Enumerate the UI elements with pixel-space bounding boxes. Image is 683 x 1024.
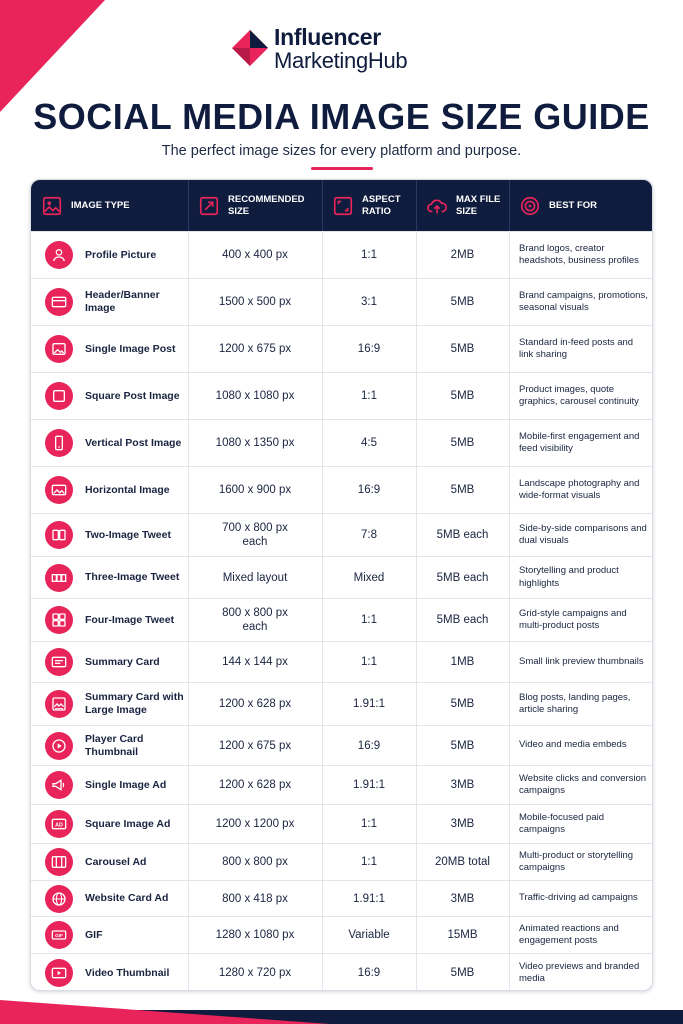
best-for-cell-text: Storytelling and product highlights	[519, 565, 619, 589]
recommended-size-cell-text: 400 x 400 px	[222, 249, 288, 261]
best-for-cell	[509, 766, 653, 804]
header-divider	[188, 180, 189, 231]
table-row	[31, 804, 653, 843]
recommended-size-cell	[188, 599, 322, 641]
max-file-size-cell-text: 2MB	[450, 249, 475, 261]
aspect-ratio-cell-text: 3:1	[361, 296, 377, 308]
aspect-ratio-cell-text: 1:1	[361, 390, 377, 402]
svg-text:GIF: GIF	[55, 933, 63, 939]
max-file-size-cell-text: 5MB	[450, 390, 475, 402]
recommended-size-cell	[188, 683, 322, 725]
max-file-size-cell-text: 5MB	[450, 484, 475, 496]
logo-mark-icon	[230, 28, 270, 68]
best-for-cell-text: Brand campaigns, promotions, seasonal visuals	[519, 289, 648, 313]
max-file-size-cell	[416, 420, 509, 466]
recommended-size-cell	[188, 642, 322, 682]
aspect-ratio-cell	[322, 917, 416, 953]
best-for-cell	[509, 805, 653, 843]
table-row	[31, 466, 653, 513]
column-divider	[188, 231, 189, 991]
square-icon	[45, 382, 73, 410]
title-accent-line	[311, 167, 373, 170]
aspect-ratio-cell-text: 1:1	[361, 856, 377, 868]
header-cell	[322, 180, 416, 231]
image-type-cell	[31, 420, 188, 466]
recommended-size-cell-text: 1080 x 1080 px	[215, 390, 295, 402]
recommended-size-cell	[188, 514, 322, 556]
recommended-size-cell	[188, 844, 322, 880]
table-row	[31, 953, 653, 991]
table-row	[31, 880, 653, 916]
image-type-cell	[31, 642, 188, 682]
image-icon	[45, 335, 73, 363]
recommended-size-cell-text: 800 x 800 px	[222, 856, 288, 868]
size-guide-table	[30, 179, 653, 991]
recommended-size-cell	[188, 726, 322, 765]
max-file-size-cell	[416, 467, 509, 513]
max-file-size-cell-text: 5MB	[450, 698, 475, 710]
table-row	[31, 372, 653, 419]
card-image-icon	[45, 690, 73, 718]
header-label: MAX FILE SIZE	[456, 193, 501, 217]
recommended-size-cell-text: 1200 x 675 px	[218, 343, 292, 355]
image-type-cell	[31, 232, 188, 278]
logo-text-line1: Influencer	[274, 24, 381, 50]
recommended-size-cell	[188, 420, 322, 466]
play-icon	[45, 732, 73, 760]
aspect-ratio-cell	[322, 642, 416, 682]
image-type-cell	[31, 683, 188, 725]
max-file-size-cell	[416, 326, 509, 372]
two-image-icon	[45, 521, 73, 549]
footer-accent	[0, 1000, 330, 1024]
header-label: RECOMMENDED SIZE	[228, 193, 305, 217]
recommended-size-cell	[188, 954, 322, 991]
aspect-ratio-cell-text: 4:5	[361, 437, 377, 449]
recommended-size-cell-text: 800 x 418 px	[222, 892, 288, 905]
table-row	[31, 278, 653, 325]
image-type-cell	[31, 467, 188, 513]
max-file-size-cell	[416, 279, 509, 325]
max-file-size-cell-text: 3MB	[450, 892, 475, 905]
recommended-size-cell	[188, 232, 322, 278]
recommended-size-cell	[188, 881, 322, 916]
max-file-size-cell-text: 5MB each	[436, 571, 489, 584]
best-for-cell-text: Landscape photography and wide-format visuals	[519, 477, 640, 501]
header-cell	[509, 180, 653, 231]
best-for-cell	[509, 844, 653, 880]
best-for-cell-text: Grid-style campaigns and multi-product posts	[519, 607, 627, 631]
best-for-cell	[509, 726, 653, 765]
max-file-size-cell	[416, 232, 509, 278]
max-file-size-cell	[416, 599, 509, 641]
aspect-ratio-cell	[322, 279, 416, 325]
best-for-cell-text: Small link preview thumbnails	[519, 655, 644, 667]
header-label: ASPECT RATIO	[362, 193, 401, 217]
best-for-cell	[509, 917, 653, 953]
aspect-ratio-cell	[322, 805, 416, 843]
best-for-cell	[509, 599, 653, 641]
aspect-ratio-cell	[322, 467, 416, 513]
aspect-ratio-cell	[322, 726, 416, 765]
table-row	[31, 682, 653, 725]
three-image-icon	[45, 564, 73, 592]
max-file-size-cell	[416, 881, 509, 916]
recommended-size-cell-text: Mixed layout	[222, 571, 288, 584]
image-type-label: Video Thumbnail	[85, 966, 170, 979]
aspect-ratio-cell-text: 7:8	[361, 529, 377, 541]
best-for-cell-text: Mobile-first engagement and feed visibility	[519, 430, 640, 454]
max-file-size-cell-text: 15MB	[447, 929, 478, 941]
table-row	[31, 598, 653, 641]
cloud-upload-icon	[426, 195, 448, 217]
recommended-size-cell-text: 800 x 800 px each	[222, 607, 288, 633]
recommended-size-cell-text: 700 x 800 px each	[222, 522, 288, 548]
resize-icon	[198, 195, 220, 217]
aspect-ratio-cell	[322, 420, 416, 466]
banner-icon	[45, 288, 73, 316]
aspect-ratio-cell-text: 16:9	[357, 739, 381, 752]
video-icon	[45, 959, 73, 987]
image-type-label: Summary Card with Large Image	[85, 691, 184, 716]
aspect-ratio-cell-text: 1:1	[361, 614, 377, 626]
aspect-ratio-cell-text: 16:9	[357, 967, 381, 979]
max-file-size-cell-text: 5MB	[450, 739, 475, 752]
max-file-size-cell	[416, 683, 509, 725]
table-row	[31, 843, 653, 880]
globe-icon	[45, 885, 73, 913]
image-type-label: Square Post Image	[85, 389, 180, 402]
aspect-ratio-cell	[322, 766, 416, 804]
best-for-cell-text: Blog posts, landing pages, article sharing	[519, 691, 631, 715]
header-cell	[31, 180, 188, 231]
recommended-size-cell-text: 1200 x 1200 px	[215, 818, 295, 830]
column-divider	[416, 231, 417, 991]
recommended-size-cell-text: 1280 x 1080 px	[215, 929, 295, 941]
image-type-cell	[31, 844, 188, 880]
aspect-ratio-cell-text: 1.91:1	[353, 892, 385, 905]
aspect-ratio-cell-text: 1:1	[361, 249, 377, 261]
best-for-cell-text: Side-by-side comparisons and dual visuals	[519, 522, 647, 546]
max-file-size-cell	[416, 917, 509, 953]
best-for-cell-text: Product images, quote graphics, carousel continuity	[519, 383, 639, 407]
recommended-size-cell-text: 1200 x 628 px	[218, 779, 292, 791]
aspect-ratio-cell-text: Variable	[348, 929, 390, 941]
header-cell	[416, 180, 509, 231]
image-type-label: Profile Picture	[85, 248, 157, 261]
image-type-label: Summary Card	[85, 655, 160, 668]
image-type-label: Square Image Ad	[85, 817, 171, 830]
best-for-cell	[509, 420, 653, 466]
max-file-size-cell-text: 5MB each	[436, 614, 489, 626]
recommended-size-cell-text: 1280 x 720 px	[218, 967, 292, 979]
aspect-ratio-cell-text: 16:9	[357, 343, 381, 355]
header-cell	[188, 180, 322, 231]
header-divider	[416, 180, 417, 231]
best-for-cell	[509, 683, 653, 725]
max-file-size-cell-text: 5MB	[450, 296, 475, 308]
aspect-ratio-cell	[322, 844, 416, 880]
svg-text:AD: AD	[55, 822, 63, 829]
max-file-size-cell-text: 3MB	[450, 779, 475, 791]
column-divider	[509, 231, 510, 991]
ad-icon	[45, 810, 73, 838]
recommended-size-cell	[188, 467, 322, 513]
max-file-size-cell	[416, 726, 509, 765]
recommended-size-cell	[188, 805, 322, 843]
column-divider	[322, 231, 323, 991]
landscape-icon	[45, 476, 73, 504]
best-for-cell	[509, 881, 653, 916]
header-label: BEST FOR	[549, 199, 598, 211]
image-type-cell	[31, 514, 188, 556]
recommended-size-cell	[188, 766, 322, 804]
table-row	[31, 641, 653, 682]
max-file-size-cell	[416, 954, 509, 991]
aspect-ratio-cell-text: 1:1	[361, 818, 377, 830]
aspect-ratio-cell	[322, 514, 416, 556]
max-file-size-cell-text: 5MB	[450, 967, 475, 979]
best-for-cell-text: Animated reactions and engagement posts	[519, 922, 619, 946]
image-type-label: Three-Image Tweet	[85, 571, 180, 583]
card-icon	[45, 648, 73, 676]
best-for-cell	[509, 557, 653, 598]
aspect-ratio-cell-text: Mixed	[353, 571, 385, 584]
best-for-cell-text: Traffic-driving ad campaigns	[519, 892, 638, 904]
best-for-cell	[509, 326, 653, 372]
recommended-size-cell-text: 1200 x 628 px	[218, 698, 292, 710]
image-type-label: Four-Image Tweet	[85, 613, 175, 626]
image-type-label: GIF	[85, 928, 103, 941]
max-file-size-cell-text: 1MB	[450, 656, 475, 668]
table-header	[31, 180, 653, 231]
image-type-cell	[31, 557, 188, 598]
recommended-size-cell-text: 1500 x 500 px	[218, 296, 292, 308]
carousel-icon	[45, 848, 73, 876]
best-for-cell	[509, 467, 653, 513]
recommended-size-cell	[188, 557, 322, 598]
brand-logo	[230, 22, 470, 74]
image-type-label: Vertical Post Image	[85, 436, 182, 449]
table-row	[31, 513, 653, 556]
best-for-cell-text: Website clicks and conversion campaigns	[519, 772, 647, 796]
aspect-ratio-cell	[322, 373, 416, 419]
image-type-label: Single Image Ad	[85, 778, 167, 791]
image-type-label: Horizontal Image	[85, 483, 170, 496]
image-type-cell	[31, 954, 188, 991]
table-row	[31, 231, 653, 278]
aspect-ratio-cell	[322, 954, 416, 991]
page-title: SOCIAL MEDIA IMAGE SIZE GUIDE	[33, 96, 650, 137]
aspect-ratio-cell-text: 16:9	[357, 484, 381, 496]
recommended-size-cell	[188, 917, 322, 953]
recommended-size-cell-text: 1200 x 675 px	[218, 739, 292, 752]
image-type-cell	[31, 917, 188, 953]
image-type-cell	[31, 599, 188, 641]
recommended-size-cell-text: 144 x 144 px	[222, 656, 288, 668]
image-type-label: Two-Image Tweet	[85, 528, 171, 541]
max-file-size-cell	[416, 557, 509, 598]
max-file-size-cell-text: 5MB	[450, 343, 475, 355]
best-for-cell-text: Brand logos, creator headshots, business profiles	[519, 242, 639, 266]
aspect-ratio-cell	[322, 326, 416, 372]
best-for-cell	[509, 514, 653, 556]
best-for-cell-text: Video and media embeds	[519, 739, 627, 751]
image-type-label: Carousel Ad	[85, 855, 147, 868]
max-file-size-cell	[416, 514, 509, 556]
table-row	[31, 419, 653, 466]
aspect-ratio-icon	[332, 195, 354, 217]
header-label: IMAGE TYPE	[71, 199, 130, 211]
user-icon	[45, 241, 73, 269]
image-type-cell	[31, 279, 188, 325]
table-row	[31, 725, 653, 765]
max-file-size-cell	[416, 373, 509, 419]
table-row	[31, 556, 653, 598]
header-divider	[322, 180, 323, 231]
logo-text-line2: MarketingHub	[274, 48, 408, 73]
aspect-ratio-cell-text: 1:1	[361, 656, 377, 668]
recommended-size-cell	[188, 326, 322, 372]
best-for-cell	[509, 279, 653, 325]
max-file-size-cell	[416, 805, 509, 843]
aspect-ratio-cell	[322, 599, 416, 641]
image-type-label: Player Card Thumbnail	[85, 732, 144, 758]
table-row	[31, 765, 653, 804]
image-type-label: Single Image Post	[85, 342, 176, 355]
best-for-cell	[509, 373, 653, 419]
best-for-cell-text: Video previews and branded media	[519, 960, 640, 984]
recommended-size-cell-text: 1600 x 900 px	[218, 484, 292, 496]
max-file-size-cell	[416, 642, 509, 682]
aspect-ratio-cell	[322, 557, 416, 598]
best-for-cell-text: Standard in-feed posts and link sharing	[519, 336, 634, 360]
image-type-label: Header/Banner Image	[85, 289, 160, 314]
image-type-cell	[31, 326, 188, 372]
max-file-size-cell	[416, 844, 509, 880]
max-file-size-cell	[416, 766, 509, 804]
max-file-size-cell-text: 3MB	[450, 818, 475, 830]
aspect-ratio-cell-text: 1.91:1	[353, 698, 385, 710]
four-image-icon	[45, 606, 73, 634]
target-icon	[519, 195, 541, 217]
recommended-size-cell	[188, 373, 322, 419]
image-type-label: Website Card Ad	[85, 892, 169, 904]
image-type-cell	[31, 726, 188, 765]
table-row	[31, 916, 653, 953]
max-file-size-cell-text: 5MB	[450, 437, 475, 449]
aspect-ratio-cell	[322, 683, 416, 725]
recommended-size-cell	[188, 279, 322, 325]
aspect-ratio-cell-text: 1.91:1	[353, 779, 385, 791]
table-row	[31, 325, 653, 372]
phone-icon	[45, 429, 73, 457]
max-file-size-cell-text: 5MB each	[436, 529, 489, 541]
page-subtitle: The perfect image sizes for every platform and purpose.	[161, 143, 522, 159]
image-type-cell	[31, 766, 188, 804]
image-type-cell	[31, 373, 188, 419]
max-file-size-cell-text: 20MB total	[435, 856, 490, 868]
best-for-cell	[509, 954, 653, 991]
image-type-cell	[31, 881, 188, 916]
gif-icon	[45, 921, 73, 949]
aspect-ratio-cell	[322, 881, 416, 916]
header-divider	[509, 180, 510, 231]
best-for-cell-text: Mobile-focused paid campaigns	[519, 811, 605, 835]
best-for-cell-text: Multi-product or storytelling campaigns	[519, 849, 634, 873]
best-for-cell	[509, 232, 653, 278]
image-icon	[41, 195, 63, 217]
megaphone-icon	[45, 771, 73, 799]
recommended-size-cell-text: 1080 x 1350 px	[215, 437, 295, 449]
aspect-ratio-cell	[322, 232, 416, 278]
best-for-cell	[509, 642, 653, 682]
image-type-cell	[31, 805, 188, 843]
